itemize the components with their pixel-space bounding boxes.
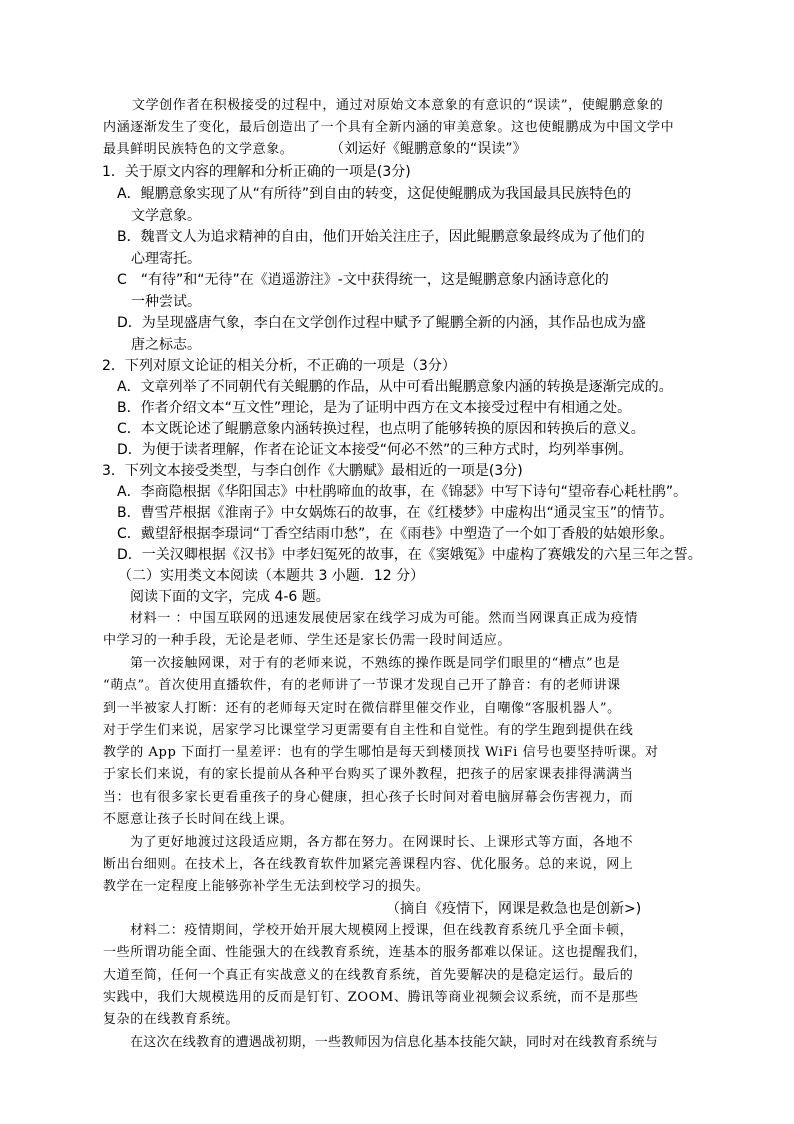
intro-source: （刘运好《鲲鹏意象的“误读”》	[330, 141, 527, 157]
material-2-line: 材料二：疫情期间，学校开始开展大规模网上授课，但在线教育系统几乎全面卡顿，	[130, 923, 634, 938]
intro-line-1: 文学创作者在积极接受的过程中，通过对原始文本意象的有意识的“误读”，使鲲鹏意象的	[132, 98, 664, 113]
q1-option-d: D．为呈现盛唐气象，李白在文学创作过程中赋予了鲲鹏全新的内涵，其作品也成为盛	[117, 315, 646, 331]
q3-option-b: B．曹雪芹根据《淮南子》中女娲炼石的故事，在《红楼梦》中虚构出“通灵宝玉”的情节。	[117, 505, 674, 521]
material-1-line: 中学习的一种手段，无论是老师、学生还是家长仍需一段时间适应。	[103, 633, 512, 648]
material-2-line: 复杂的在线教育系统。	[103, 1012, 240, 1027]
material-1-line: 教学在一定程度上能够弥补学生无法到校学习的损失。	[103, 879, 430, 894]
q2-option-a: A．文章列举了不同朝代有关鲲鹏的作品，从中可看出鲲鹏意象内涵的转换是逐渐完成的。	[117, 379, 673, 395]
section-2-instruction: 阅读下面的文字，完成 4-6 题。	[130, 589, 330, 605]
q2-stem: 2．下列对原文论证的相关分析，不正确的一项是（3分）	[102, 358, 456, 374]
q1-option-d-cont: 唐之标志。	[131, 337, 201, 353]
q1-option-b-cont: 心理寄托。	[131, 251, 201, 267]
material-2-line: 一些所谓功能全面、性能强大的在线教育系统，连基本的服务都难以保证。这也提醒我们，	[103, 945, 648, 960]
q1-option-a-cont: 文学意象。	[131, 208, 201, 224]
q2-option-b: B．作者介绍文本“互文性”理论，是为了证明中西方在文本接受过程中有相通之处。	[117, 400, 632, 416]
material-1-line: 不愿意让孩子长时间在线上课。	[103, 812, 294, 827]
q3-option-d: D．一关汉卿根据《汉书》中孝妇冤死的故事，在《窦娥冤》中虚构了赛娥发的六星三年之誓。	[117, 547, 702, 563]
material-1-line: 材料一 ：中国互联网的迅速发展使居家在线学习成为可能。然而当网课真正成为疫情	[130, 611, 638, 626]
q1-option-c-cont: 一种尝试。	[131, 294, 201, 310]
q3-option-c: C．戴望舒根据李璟词“丁香空结雨巾愁”，在《雨巷》中塑造了一个如丁香般的姑娘形象。	[117, 526, 674, 542]
material-2-line: 实践中，我们大规模选用的反而是钉钉、ZOOM、腾讯等商业视频会议系统，而不是那些	[103, 990, 639, 1005]
q1-option-c: C “有待”和“无待”在《逍遥游注》-文中获得统一，这是鲲鹏意象内涵诗意化的	[117, 272, 609, 288]
material-1-line: 对于学生们来说，居家学习比课堂学习更需要有自主性和自觉性。有的学生跑到提供在线	[103, 723, 634, 738]
q2-option-c: C．本文既论述了鲲鹏意象内涵转换过程，也点明了能够转换的原因和转换后的意义。	[117, 421, 645, 437]
intro-line-2: 内涵逐渐发生了变化，最后创造出了一个具有全新内涵的审美意象。这也使鲲鹏成为中国文学中	[103, 120, 675, 135]
material-1-line: 教学的 App 下面打一星差评：也有的学生哪怕是每天到楼顶找 WiFi 信号也要坚持听课。对	[103, 745, 659, 760]
q1-option-b: B．魏晋文人为追求精神的自由，他们开始关注庄子，因此鲲鹏意象最终成为了他们的	[117, 229, 645, 245]
material-1-line: 为了更好地渡过这段适应期，各方都在努力。在网课时长、上课形式等方面，各地不	[130, 835, 634, 850]
material-1-line: 于家长们来说，有的家长提前从各种平台购买了课外教程，把孩子的居家课表排得满满当	[103, 767, 634, 782]
material-1-line: 第一次接触网课，对于有的老师来说，不熟练的操作既是同学们眼里的“槽点”也是	[130, 656, 621, 671]
q3-option-a: A．李商隐根据《华阳国志》中杜鹃啼血的故事，在《锦瑟》中写下诗句“望帝春心耗杜鹃”。	[117, 484, 688, 500]
material-1-line: 当：也有很多家长更看重孩子的身心健康，担心孩子长时间对着电脑屏幕会伤害视力，而	[103, 790, 634, 805]
material-1-line: 到一半被家人打断：还有的老师每天定时在微信群里催交作业，自嘲像“客服机器人”。	[103, 701, 621, 716]
material-2-line: 在这次在线教育的遭遇战初期，一些教师因为信息化基本技能欠缺，同时对在线教育系统与	[130, 1035, 659, 1050]
material-1-line: “萌点”。首次使用直播软件，有的老师讲了一节课才发现自己开了静音：有的老师讲课	[103, 678, 621, 693]
q2-option-d: D．为便于读者理解，作者在论证文本接受“何必不然”的三种方式时，均列举事例。	[117, 442, 633, 458]
q3-stem: 3．下列文本接受类型，与李白创作《大鹏赋》最相近的一项是(3分)	[102, 463, 523, 479]
section-2-header: （二）实用类文本阅读（本题共 3 小题．12 分）	[118, 568, 425, 584]
material-1-line: 断出台细则。在技术上，各在线教育软件加紧完善课程内容、优化服务。总的来说，网上	[103, 857, 634, 872]
intro-line-3: 最具鲜明民族特色的文学意象。	[103, 142, 294, 157]
material-1-source: （摘自《疫情下，网课是救急也是创新>)	[386, 901, 642, 917]
material-2-line: 大道至简，任何一个真正有实战意义的在线教育系统，首先要解决的是稳定运行。最后的	[103, 968, 634, 983]
q1-stem: 1．关于原文内容的理解和分析正确的一项是(3分)	[102, 164, 411, 180]
q1-option-a: A．鲲鹏意象实现了从“有所待”到自由的转变，这促使鲲鹏成为我国最具民族特色的	[117, 186, 632, 202]
